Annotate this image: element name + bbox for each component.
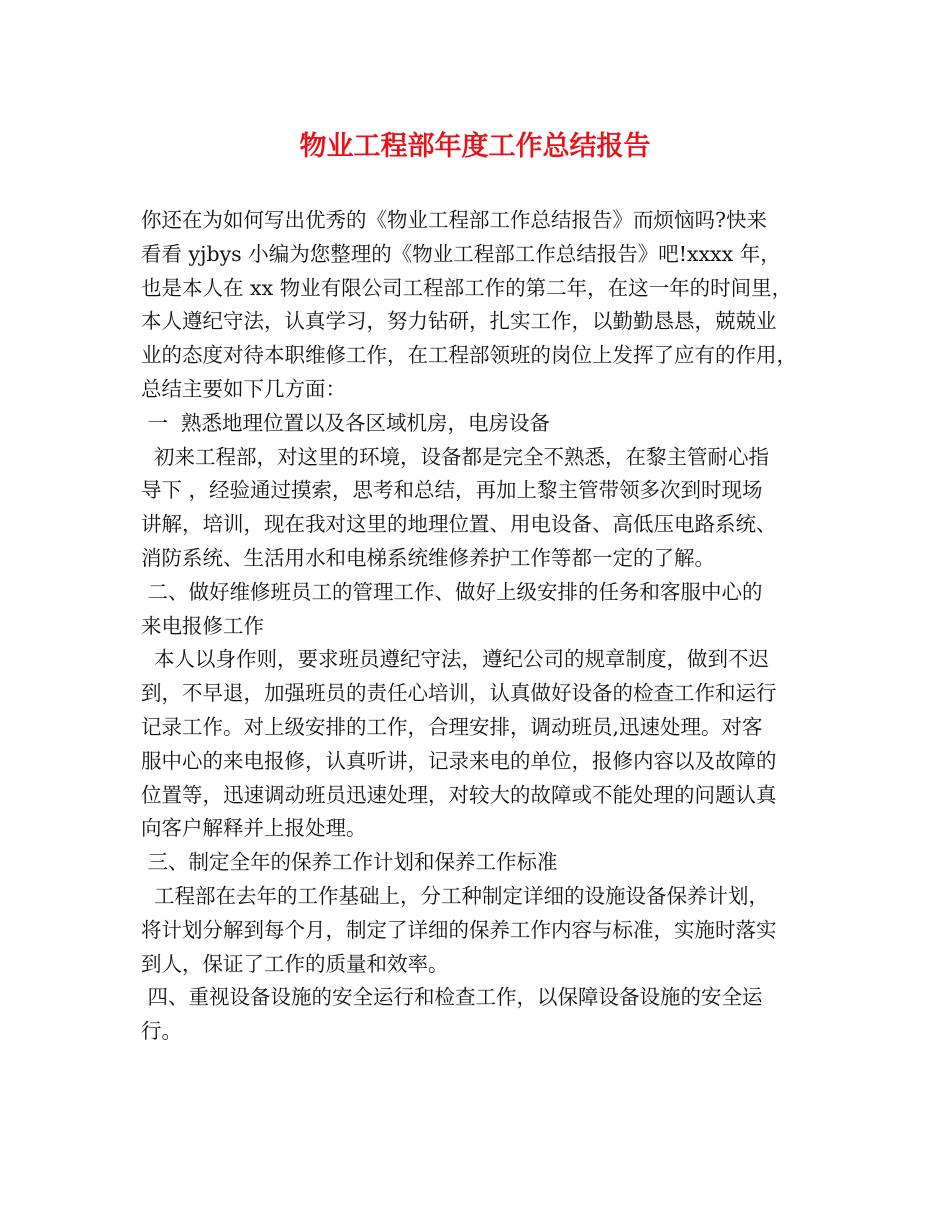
section-heading-4-cont: 行。 xyxy=(141,1019,182,1044)
body-line: 总结主要如下几方面： xyxy=(141,376,346,401)
body-line: 向客户解释并上报处理。 xyxy=(141,816,367,841)
section-heading-2-cont: 来电报修工作 xyxy=(141,613,264,638)
body-line: 记录工作。对上级安排的工作，合理安排，调动班员,迅速处理。对客 xyxy=(141,714,763,739)
body-line: 到，不早退，加强班员的责任心培训，认真做好设备的检查工作和运行 xyxy=(141,681,777,706)
body-line: 位置等，迅速调动班员迅速处理，对较大的故障或不能处理的问题认真 xyxy=(141,782,777,807)
section-heading-2: 二、做好维修班员工的管理工作、做好上级安排的任务和客服中心的 xyxy=(141,579,763,604)
section-heading-3: 三、制定全年的保养工作计划和保养工作标准 xyxy=(141,850,558,875)
section-heading-4: 四、重视设备设施的安全运行和检查工作，以保障设备设施的安全运 xyxy=(141,985,763,1010)
body-line: 本人以身作则，要求班员遵纪守法，遵纪公司的规章制度，做到不迟 xyxy=(141,647,770,672)
body-line: 讲解，培训，现在我对这里的地理位置、用电设备、高低压电路系统、 xyxy=(141,512,777,537)
body-line: 消防系统、生活用水和电梯系统维修养护工作等都一定的了解。 xyxy=(141,545,715,570)
body-line: 导下 ，经验通过摸索，思考和总结，再加上黎主管带领多次到时现场 xyxy=(141,478,763,503)
document-body xyxy=(141,204,821,1049)
body-line: 本人遵纪守法，认真学习，努力钻研，扎实工作，以勤勤恳恳，兢兢业 xyxy=(141,309,777,334)
section-heading-1: 一 熟悉地理位置以及各区域机房，电房设备 xyxy=(141,410,551,435)
body-line: 工程部在去年的工作基础上，分工种制定详细的设施设备保养计划， xyxy=(141,883,770,908)
body-line: 看看 yjbys 小编为您整理的《物业工程部工作总结报告》吧!xxxx 年， xyxy=(141,241,781,266)
body-line: 服中心的来电报修，认真听讲，记录来电的单位，报修内容以及故障的 xyxy=(141,748,777,773)
body-line: 业的态度对待本职维修工作，在工程部领班的岗位上发挥了应有的作用， xyxy=(141,343,797,368)
body-line: 你还在为如何写出优秀的《物业工程部工作总结报告》而烦恼吗?快来 xyxy=(141,208,767,232)
body-line: 初来工程部，对这里的环境，设备都是完全不熟悉，在黎主管耐心指 xyxy=(141,444,770,469)
body-line: 将计划分解到每个月，制定了详细的保养工作内容与标准，实施时落实 xyxy=(141,917,777,942)
body-line: 到人，保证了工作的质量和效率。 xyxy=(141,951,449,976)
document-title: 物业工程部年度工作总结报告 xyxy=(299,131,651,162)
body-line: 也是本人在 xx 物业有限公司工程部工作的第二年，在这一年的时间里， xyxy=(141,275,793,300)
